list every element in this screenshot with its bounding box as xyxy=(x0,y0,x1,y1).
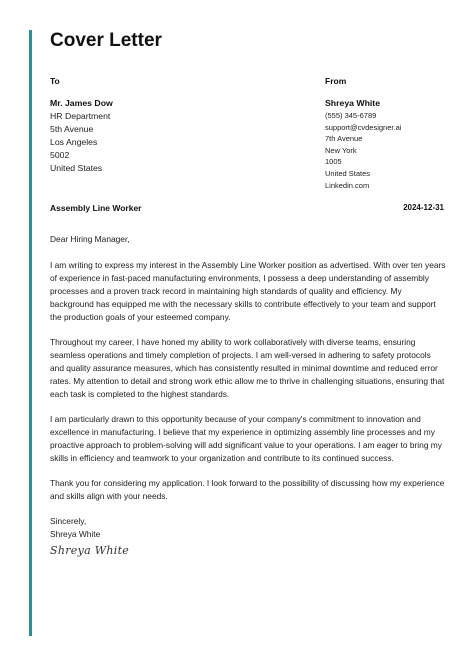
accent-bar xyxy=(29,30,32,636)
sender-line: New York xyxy=(325,145,357,155)
signature: Shreya White xyxy=(50,544,130,557)
sender-label: From xyxy=(325,76,347,86)
sender-email: support@cvdesigner.ai xyxy=(325,122,402,132)
recipient-line: 5002 xyxy=(50,150,70,160)
recipient-line: United States xyxy=(50,163,103,173)
closing-block xyxy=(50,515,446,557)
sender-linkedin: Linkedin.com xyxy=(325,180,370,190)
recipient-name: Mr. James Dow xyxy=(50,98,113,108)
sender-line: 1005 xyxy=(325,157,342,167)
position-title: Assembly Line Worker xyxy=(50,203,142,213)
recipient-line: HR Department xyxy=(50,111,111,121)
sender-block xyxy=(325,97,401,191)
sender-line: 7th Avenue xyxy=(325,134,363,144)
greeting: Dear Hiring Manager, xyxy=(50,234,130,244)
letter-body xyxy=(50,233,446,557)
sender-name: Shreya White xyxy=(325,98,381,108)
paragraph: Thank you for considering my application. I look forward to the possibility of discussing how my experience and skills align with your needs. xyxy=(50,478,445,501)
sender-phone: (555) 345-6789 xyxy=(325,111,377,120)
recipient-line: Los Angeles xyxy=(50,137,98,147)
paragraph: I am particularly drawn to this opportunity because of your company's commitment to innovation and excellence in manufacturing. I believe that my experience in optimizing assembly line processes and my proactive approach to problem-solving will add significant value to your operations. I am eager to bring my skills in efficiency and teamwork to your organization and contribute to its continued success. xyxy=(50,414,442,463)
recipient-block xyxy=(50,97,113,175)
sender-line: United States xyxy=(325,168,371,178)
closing: Sincerely, xyxy=(50,516,87,526)
closing-name: Shreya White xyxy=(50,529,101,539)
page-title: Cover Letter xyxy=(50,30,162,51)
paragraph: Throughout my career, I have honed my ability to work collaboratively with diverse teams, ensuring seamless operations and timely completion of projects. I am well-versed in adhering to safety protocols and quality assurance measures, which has consistently resulted in minimal downtime and reduced error rates. My attention to detail and strong work ethic allow me to thrive in challenging situations, ensuring that each task is completed to the highest standards. xyxy=(50,337,445,399)
paragraph: I am writing to express my interest in the Assembly Line Worker position as advertised. With over ten years of experience in fast-paced manufacturing environments, I possess a deep understanding of assembly processes and a proven track record in maintaining high standards of quality and efficiency. My background has equipped me with the necessary skills to contribute effectively to your team and support the production goals of your esteemed company. xyxy=(50,260,446,322)
letter-date: 2024-12-31 xyxy=(403,203,444,212)
recipient-label: To xyxy=(50,76,60,86)
recipient-line: 5th Avenue xyxy=(50,124,94,134)
